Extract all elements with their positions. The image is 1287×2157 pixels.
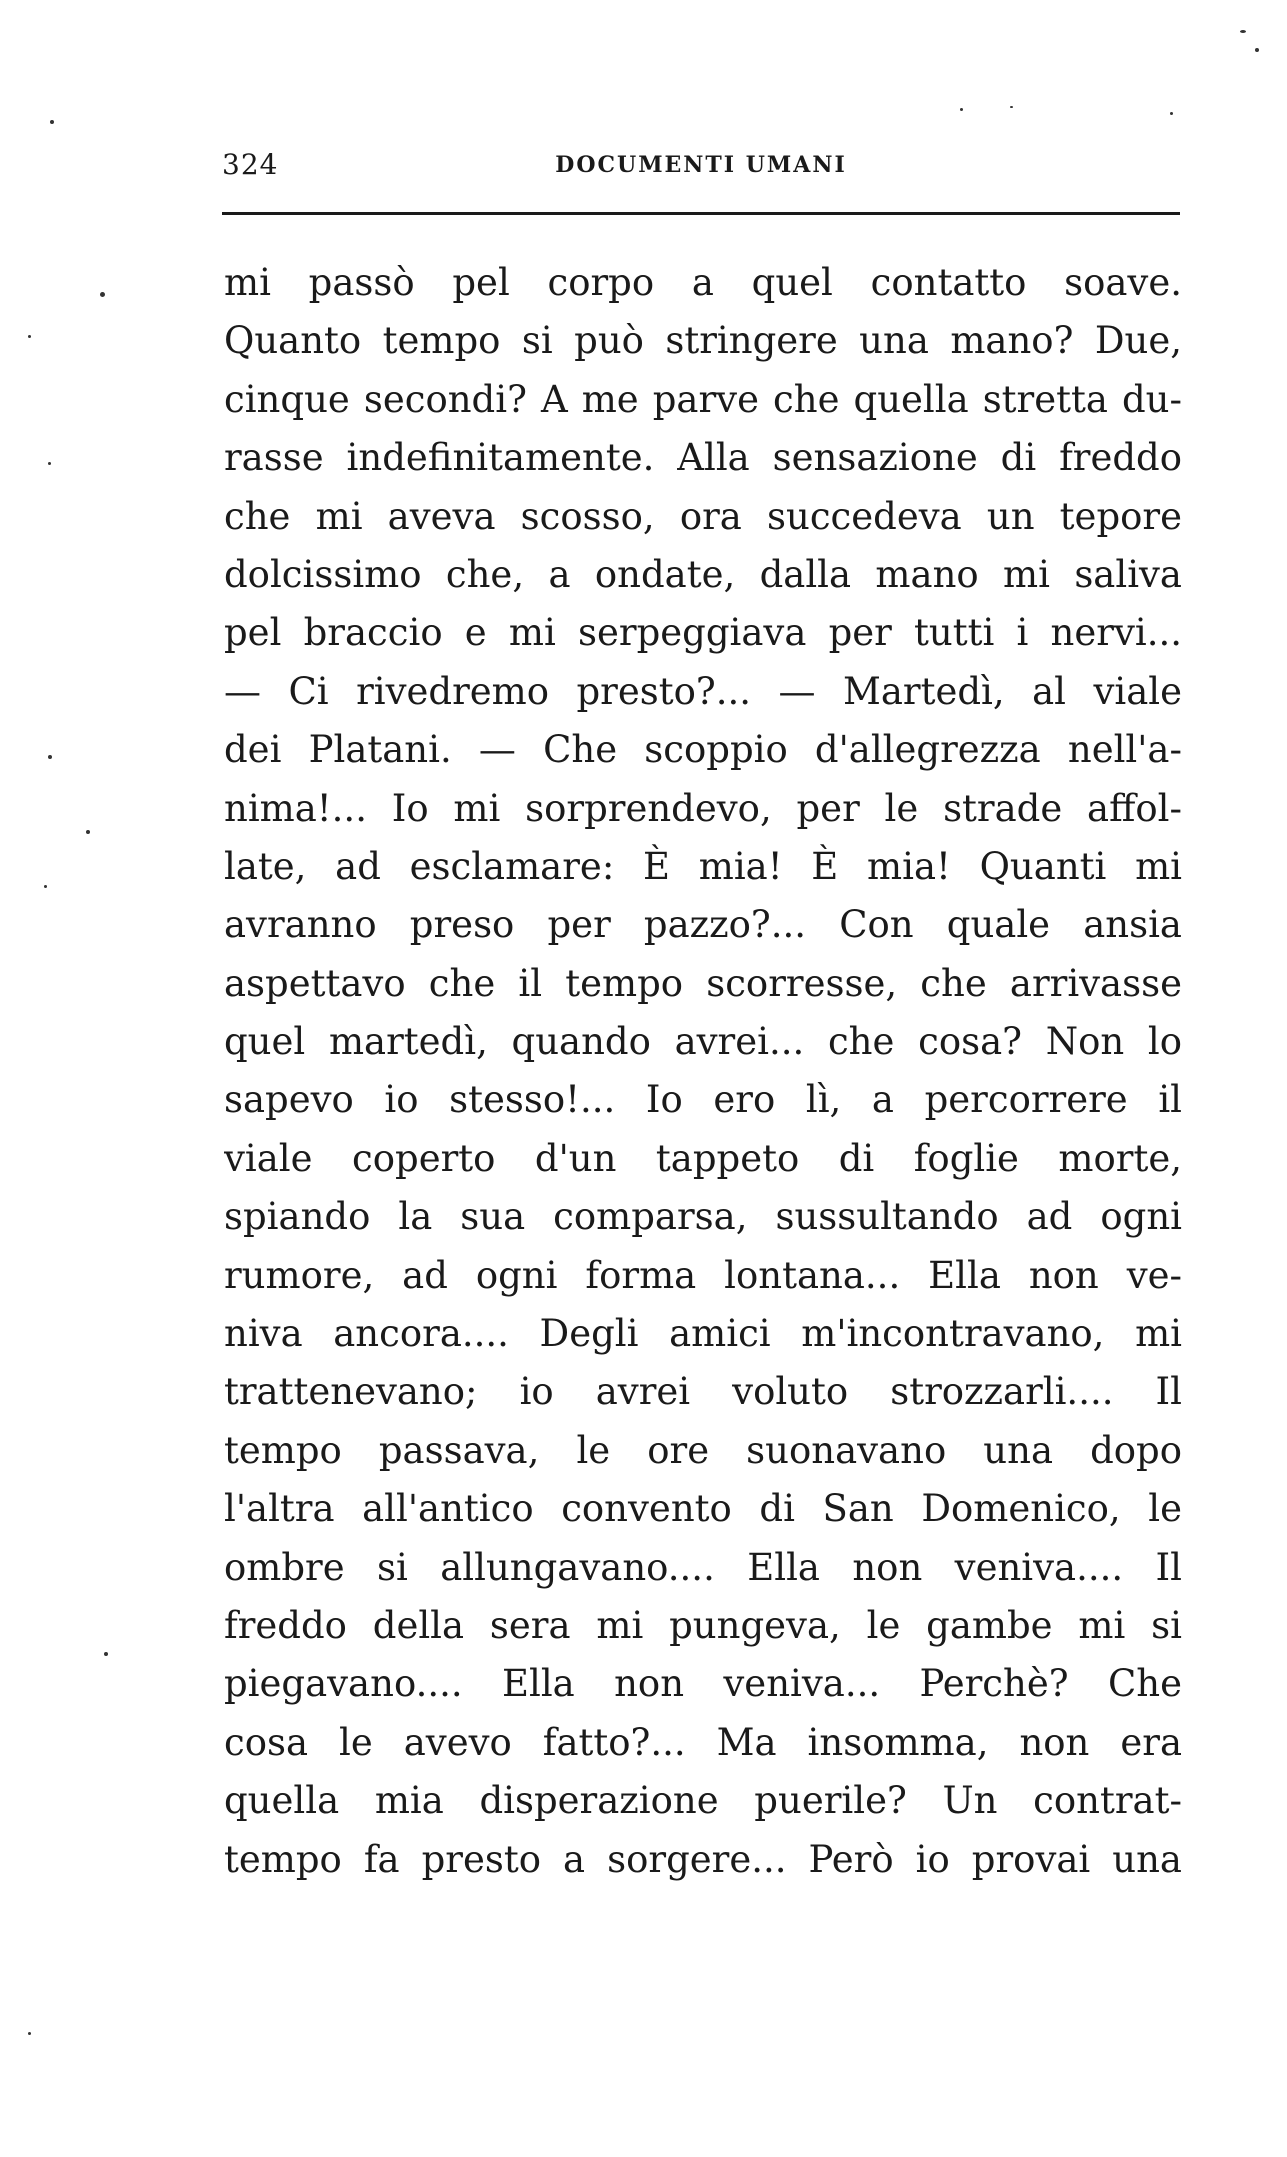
body-text (224, 254, 1182, 1889)
scan-speck (104, 1652, 108, 1656)
scan-speck (48, 462, 51, 465)
scan-speck (1255, 48, 1259, 52)
text-line: Quanto tempo si può stringere una mano? Due, (224, 319, 1182, 363)
text-line: tempo passava, le ore suonavano una dopo (224, 1428, 1182, 1472)
text-line: avranno preso per pazzo?... Con quale ansia (224, 903, 1182, 947)
header-rule (222, 212, 1180, 215)
running-title: DOCUMENTI UMANI (555, 152, 847, 178)
scan-speck (44, 885, 47, 888)
text-line: trattenevano; io avrei voluto strozzarli.... Il (224, 1370, 1182, 1414)
text-line: — Ci rivedremo presto?... — Martedì, al viale (224, 669, 1182, 713)
text-line: quella mia disperazione puerile? Un contrat- (224, 1779, 1182, 1823)
text-line: rasse indefinitamente. Alla sensazione di freddo (224, 436, 1182, 480)
text-line: aspettavo che il tempo scorresse, che arrivasse (224, 961, 1182, 1005)
text-line: tempo fa presto a sorgere... Però io provai una (224, 1837, 1182, 1881)
text-line: nima!... Io mi sorprendevo, per le strade affol- (224, 786, 1182, 830)
text-line: che mi aveva scosso, ora succedeva un tepore (224, 494, 1182, 538)
text-line: freddo della sera mi pungeva, le gambe mi si (224, 1603, 1182, 1647)
scan-speck (28, 2032, 31, 2035)
text-line: l'altra all'antico convento di San Domenico, le (224, 1487, 1182, 1531)
scan-speck (960, 108, 963, 111)
text-line: spiando la sua comparsa, sussultando ad ogni (224, 1195, 1182, 1239)
scan-speck (1010, 106, 1013, 108)
page-header (222, 148, 1180, 188)
text-line: ombre si allungavano.... Ella non veniva.... Il (224, 1545, 1182, 1589)
text-line: pel braccio e mi serpeggiava per tutti i nervi... (224, 611, 1182, 655)
page-number: 324 (222, 148, 279, 181)
text-line: late, ad esclamare: È mia! È mia! Quanti mi (224, 844, 1182, 888)
scan-speck (1170, 112, 1173, 115)
scan-speck (1240, 30, 1246, 33)
text-line: quel martedì, quando avrei... che cosa? Non lo (224, 1020, 1182, 1064)
scan-speck (100, 292, 105, 297)
scan-speck (48, 755, 52, 759)
text-line: dei Platani. — Che scoppio d'allegrezza nell'a- (224, 728, 1182, 772)
text-line: rumore, ad ogni forma lontana... Ella non ve- (224, 1253, 1182, 1297)
text-line: sapevo io stesso!... Io ero lì, a percorrere il (224, 1078, 1182, 1122)
scan-speck (28, 335, 31, 338)
scan-speck (86, 830, 90, 834)
text-line: viale coperto d'un tappeto di foglie morte, (224, 1136, 1182, 1180)
text-line: cinque secondi? A me parve che quella stretta du- (224, 377, 1182, 421)
text-line: dolcissimo che, a ondate, dalla mano mi saliva (224, 552, 1182, 596)
scan-speck (50, 120, 54, 124)
text-line: mi passò pel corpo a quel contatto soave. (224, 261, 1182, 304)
text-line: piegavano.... Ella non veniva... Perchè? Che (224, 1662, 1182, 1706)
text-line: niva ancora.... Degli amici m'incontravano, mi (224, 1312, 1182, 1356)
text-line: cosa le avevo fatto?... Ma insomma, non era (224, 1720, 1182, 1764)
